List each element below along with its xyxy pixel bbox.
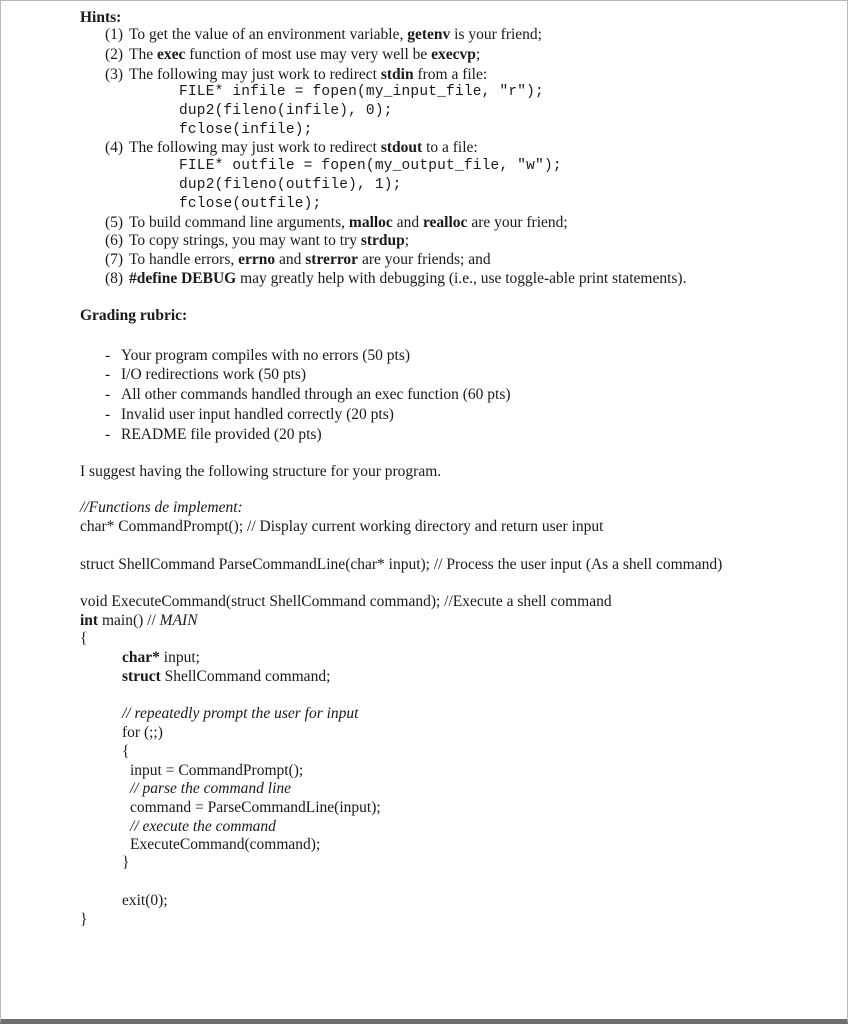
hint-keyword: exec <box>156 46 186 63</box>
parse-comment: // parse the command line <box>130 780 292 797</box>
prompt-declaration: char* CommandPrompt(); // Display current working directory and return user input <box>80 518 604 535</box>
hint-text: to a file: <box>422 139 478 156</box>
code-line: fclose(infile); <box>179 122 313 138</box>
hint-text: ; <box>404 232 410 249</box>
structure-intro: I suggest having the following structure for your program. <box>80 463 442 480</box>
exit-line: exit(0); <box>122 892 168 909</box>
hint-keyword: execvp <box>431 46 476 63</box>
hint-text: To handle errors, <box>129 251 239 268</box>
rubric-heading: Grading rubric: <box>80 307 188 324</box>
hint-item <box>105 250 491 269</box>
hint-text: The following may just work to redirect <box>129 66 381 83</box>
struct-declaration: struct ShellCommand command; <box>122 668 331 685</box>
hint-text: from a file: <box>413 66 488 83</box>
hint-item <box>105 25 542 44</box>
open-brace: { <box>80 630 88 647</box>
hint-number: (3) <box>105 66 124 83</box>
close-brace: } <box>80 911 88 928</box>
repeat-comment: // repeatedly prompt the user for input <box>122 705 359 722</box>
hint-text: The following may just work to redirect <box>129 139 381 156</box>
hint-item <box>105 213 568 232</box>
execute-comment: // execute the command <box>130 818 276 835</box>
code-line: FILE* infile = fopen(my_input_file, "r"); <box>179 84 544 100</box>
functions-comment: //Functions de implement: <box>80 499 243 516</box>
hint-text: and <box>275 251 306 268</box>
hint-text: and <box>392 214 423 231</box>
code-line: dup2(fileno(infile), 0); <box>179 103 393 119</box>
hint-keyword: strdup <box>360 232 405 249</box>
hint-item <box>105 65 487 84</box>
hint-keyword: strerror <box>305 251 359 268</box>
rubric-item: - Invalid user input handled correctly (20 pts) <box>105 406 394 423</box>
hint-text: function of most use may very well be <box>185 46 432 63</box>
hint-text: To build command line arguments, <box>129 214 349 231</box>
parse-declaration: struct ShellCommand ParseCommandLine(char* input); // Process the user input (As a shell command) <box>80 556 723 573</box>
hint-keyword: getenv <box>407 26 451 43</box>
hint-number: (4) <box>105 139 124 156</box>
rubric-item: - All other commands handled through an exec function (60 pts) <box>105 386 511 403</box>
hint-keyword: realloc <box>422 214 468 231</box>
inner-open-brace: { <box>122 743 130 760</box>
code-line: dup2(fileno(outfile), 1); <box>179 177 402 193</box>
hint-keyword: #define DEBUG <box>129 270 237 287</box>
for-line: for (;;) <box>122 724 163 741</box>
hint-keyword: malloc <box>348 214 393 231</box>
input-line: input = CommandPrompt(); <box>130 762 304 779</box>
hint-keyword: stdout <box>380 139 423 156</box>
code-line: FILE* outfile = fopen(my_output_file, "w"); <box>179 158 562 174</box>
hints-heading: Hints: <box>80 9 122 26</box>
execute-declaration: void ExecuteCommand(struct ShellCommand command); //Execute a shell command <box>80 593 612 610</box>
hint-text: are your friend; <box>467 214 568 231</box>
rubric-item: - I/O redirections work (50 pts) <box>105 366 307 383</box>
main-signature: int main() // MAIN <box>80 612 198 629</box>
code-line: fclose(outfile); <box>179 196 322 212</box>
execute-line: ExecuteCommand(command); <box>130 836 321 853</box>
char-declaration: char* input; <box>122 649 200 666</box>
hint-keyword: stdin <box>380 66 414 83</box>
hint-number: (2) <box>105 46 124 63</box>
rubric-item: - README file provided (20 pts) <box>105 426 322 443</box>
hint-keyword: errno <box>238 251 276 268</box>
hint-text: may greatly help with debugging (i.e., use toggle-able print statements). <box>236 270 687 287</box>
hint-text: To copy strings, you may want to try <box>129 232 361 249</box>
hint-text: ; <box>475 46 481 63</box>
inner-close-brace: } <box>122 854 130 871</box>
hint-number: (1) <box>105 26 124 43</box>
hint-text: To get the value of an environment variable, <box>129 26 408 43</box>
hint-item <box>105 269 686 288</box>
hint-item <box>105 231 409 250</box>
command-line: command = ParseCommandLine(input); <box>130 799 381 816</box>
hint-number: (7) <box>105 251 124 268</box>
hint-number: (8) <box>105 270 124 287</box>
rubric-item: - Your program compiles with no errors (50 pts) <box>105 347 411 364</box>
hint-text: are your friends; and <box>358 251 491 268</box>
hint-text: is your friend; <box>450 26 542 43</box>
hint-item <box>105 45 480 64</box>
hint-text: The <box>129 46 157 63</box>
hint-number: (5) <box>105 214 124 231</box>
hint-number: (6) <box>105 232 124 249</box>
hint-item <box>105 138 478 157</box>
